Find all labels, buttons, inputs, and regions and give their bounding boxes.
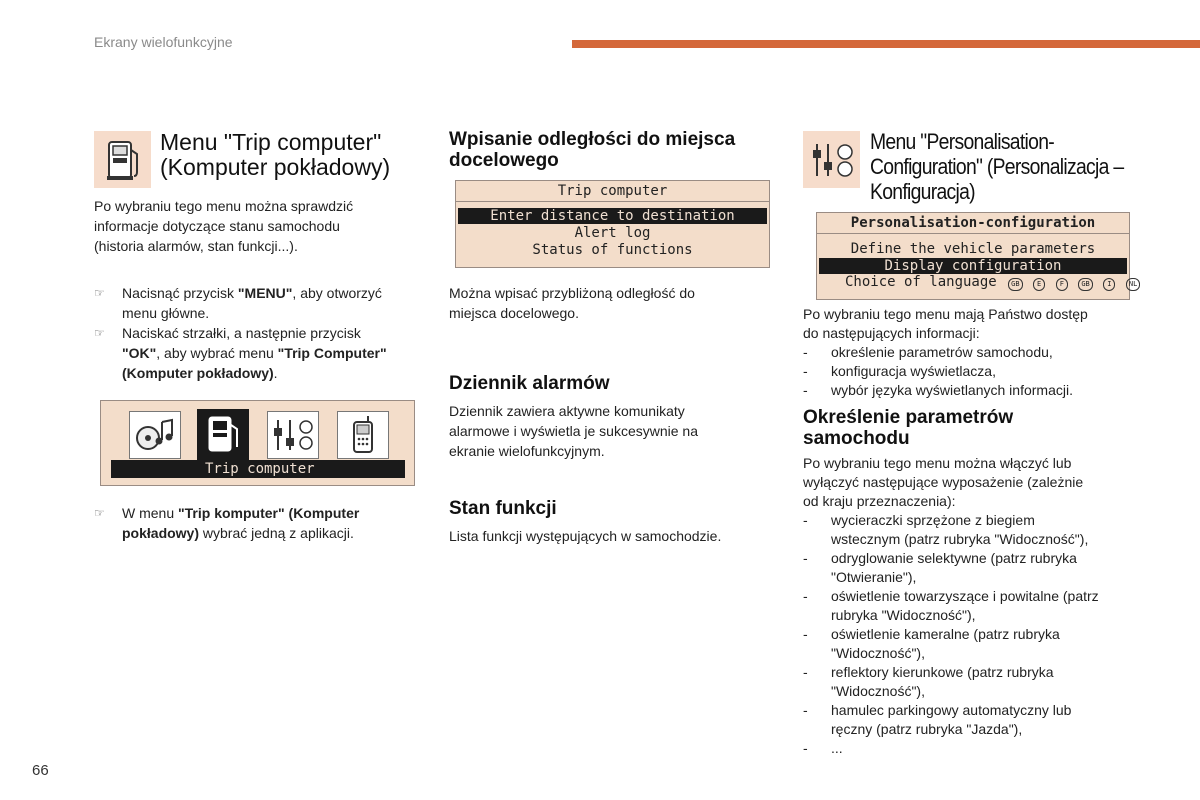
params-body [803, 454, 1153, 758]
params-heading-line1: Określenie parametrów [803, 407, 1014, 428]
trip-computer-selected-tile [197, 409, 249, 461]
menu-selection-bar [111, 460, 405, 478]
list-item-text: ... [831, 740, 843, 756]
sliders-icon [809, 140, 855, 180]
trip-intro-line: (historia alarmów, stan funkcji...). [94, 238, 298, 254]
list-item-text: oświetlenie kameralne (patrz rubryka [831, 626, 1060, 642]
flag-gb-icon: GB [1078, 278, 1092, 291]
distance-text-line: Można wpisać przybliżoną odległość do [449, 285, 695, 301]
page-number: 66 [32, 762, 49, 779]
intro-line: Po wybraniu tego menu mają Państwo dostęp [803, 306, 1088, 322]
personalisation-screen [816, 212, 1138, 300]
distance-heading-line2: docelowego [449, 150, 559, 171]
list-item-text: wstecznym (patrz rubryka "Widoczność"), [831, 531, 1089, 547]
list-item-text: hamulec parkingowy automatyczny lub [831, 702, 1072, 718]
header-accent-bar [572, 40, 1200, 48]
intro-line: do następujących informacji: [803, 325, 980, 341]
dash-marker: - [803, 664, 808, 680]
mobile-phone-icon [338, 412, 388, 458]
dash-marker: - [803, 626, 808, 642]
flag-e-icon: E [1033, 278, 1045, 291]
params-intro-line: od kraju przeznaczenia): [803, 493, 956, 509]
sliders-icon [268, 412, 318, 458]
params-intro-line: wyłączyć następujące wyposażenie (zależnie [803, 474, 1084, 490]
step-choose-application [94, 503, 424, 543]
list-item [803, 739, 1153, 758]
list-item [803, 381, 1143, 400]
media-icon-tile [129, 411, 181, 459]
fuel-pump-icon [103, 138, 143, 182]
running-header: Ekrany wielofunkcyjne [94, 34, 233, 50]
screen-title: Trip computer [456, 182, 769, 202]
list-item-text: "Widoczność"), [831, 645, 925, 661]
distance-heading-line1: Wpisanie odległości do miejsca [449, 129, 736, 150]
personalisation-heading-line2: Configuration" (Personalizacja – [870, 154, 1124, 179]
menu-name-label: "Trip komputer" (Komputer [178, 505, 360, 521]
list-item [803, 701, 1153, 739]
list-item-text: "Widoczność"), [831, 683, 925, 699]
menu-name-label: (Komputer pokładowy) [122, 365, 274, 381]
list-item-text: ręczny (patrz rubryka "Jazda"), [831, 721, 1023, 737]
ok-key-label: "OK" [122, 345, 157, 361]
language-row [845, 274, 1138, 291]
settings-icon-tile [267, 411, 319, 459]
personalisation-icon-tile [803, 131, 860, 188]
phone-icon-tile [337, 411, 389, 459]
fuel-pump-icon [197, 409, 249, 461]
screen-item-selected: Enter distance to destination [458, 208, 767, 224]
pointing-hand-icon: ☞ [94, 506, 105, 520]
trip-computer-screen [455, 180, 770, 268]
pointing-hand-icon: ☞ [94, 326, 105, 340]
list-item-text: oświetlenie towarzyszące i powitalne (patrz [831, 588, 1099, 604]
dash-marker: - [803, 363, 808, 379]
screen-item-selected: Display configuration [819, 258, 1127, 274]
step-text: menu główne. [122, 305, 210, 321]
screen-item: Choice of language [845, 274, 997, 290]
step-text: Naciskać strzałki, a następnie przycisk [122, 325, 361, 341]
trip-intro-line: informacje dotyczące stanu samochodu [94, 218, 340, 234]
trip-intro [94, 196, 414, 256]
list-item [803, 625, 1153, 663]
trip-menu-heading-line1: Menu "Trip computer" [160, 129, 382, 155]
list-item-text: reflektory kierunkowe (patrz rubryka [831, 664, 1054, 680]
screen-item: Alert log [574, 225, 651, 241]
menu-name-label: pokładowy) [122, 525, 200, 541]
dash-marker: - [803, 550, 808, 566]
alarm-text-line: ekranie wielofunkcyjnym. [449, 443, 605, 459]
step-press-menu [94, 283, 424, 323]
list-item-text: odryglowanie selektywne (patrz rubryka [831, 550, 1077, 566]
list-item-text: konfiguracja wyświetlacza, [831, 363, 996, 379]
step-select-trip-computer [94, 323, 424, 383]
list-item [803, 549, 1153, 587]
personalisation-heading-line3: Konfiguracja) [870, 179, 975, 204]
dash-marker: - [803, 382, 808, 398]
trip-computer-icon-tile [94, 131, 151, 188]
step-text: W menu [122, 505, 179, 521]
list-item-text: "Otwieranie"), [831, 569, 917, 585]
step-text: wybrać jedną z aplikacji. [199, 525, 354, 541]
alarm-log-heading: Dziennik alarmów [449, 373, 610, 394]
flag-f-icon: F [1056, 278, 1068, 291]
dash-marker: - [803, 740, 808, 756]
list-item-text: wycieraczki sprzężone z biegiem [831, 512, 1035, 528]
dash-marker: - [803, 512, 808, 528]
flag-i-icon: I [1103, 278, 1115, 291]
list-item-text: rubryka "Widoczność"), [831, 607, 976, 623]
menu-name-label: "Trip Computer" [277, 345, 387, 361]
trip-intro-line: Po wybraniu tego menu można sprawdzić [94, 198, 354, 214]
personalisation-heading-line1: Menu "Personalisation- [870, 129, 1055, 154]
step-text: Nacisnąć przycisk [122, 285, 238, 301]
menu-selection-label: Trip computer [205, 461, 315, 477]
function-status-text: Lista funkcji występujących w samochodzie. [449, 528, 722, 544]
flag-nl-icon: NL [1126, 278, 1140, 291]
distance-text-line: miejsca docelowego. [449, 305, 579, 321]
params-intro-line: Po wybraniu tego menu można włączyć lub [803, 455, 1072, 471]
screen-item: Define the vehicle parameters [850, 241, 1096, 257]
list-item-text: określenie parametrów samochodu, [831, 344, 1053, 360]
personalisation-intro [803, 305, 1143, 400]
list-item [803, 587, 1153, 625]
dash-marker: - [803, 588, 808, 604]
step-text: , aby otworzyć [292, 285, 382, 301]
alarm-text-line: Dziennik zawiera aktywne komunikaty [449, 403, 685, 419]
pointing-hand-icon: ☞ [94, 286, 105, 300]
main-menu-screen [100, 400, 415, 486]
step-text: , aby wybrać menu [156, 345, 278, 361]
music-media-icon [130, 412, 180, 458]
list-item [803, 343, 1143, 362]
list-item-text: wybór języka wyświetlanych informacji. [831, 382, 1073, 398]
menu-key-label: "MENU" [237, 285, 293, 301]
list-item [803, 663, 1153, 701]
screen-title: Personalisation-configuration [817, 214, 1129, 234]
alarm-text-line: alarmowe i wyświetla je sukcesywnie na [449, 423, 698, 439]
flag-gb-icon: GB [1008, 278, 1022, 291]
dash-marker: - [803, 344, 808, 360]
distance-text [449, 283, 779, 323]
dash-marker: - [803, 702, 808, 718]
step-text: . [273, 365, 278, 381]
list-item [803, 362, 1143, 381]
alarm-log-text [449, 401, 779, 461]
list-item [803, 511, 1153, 549]
function-status-heading: Stan funkcji [449, 498, 557, 519]
params-heading-line2: samochodu [803, 428, 910, 449]
trip-menu-heading-line2: (Komputer pokładowy) [160, 154, 391, 180]
screen-item: Status of functions [532, 242, 693, 258]
